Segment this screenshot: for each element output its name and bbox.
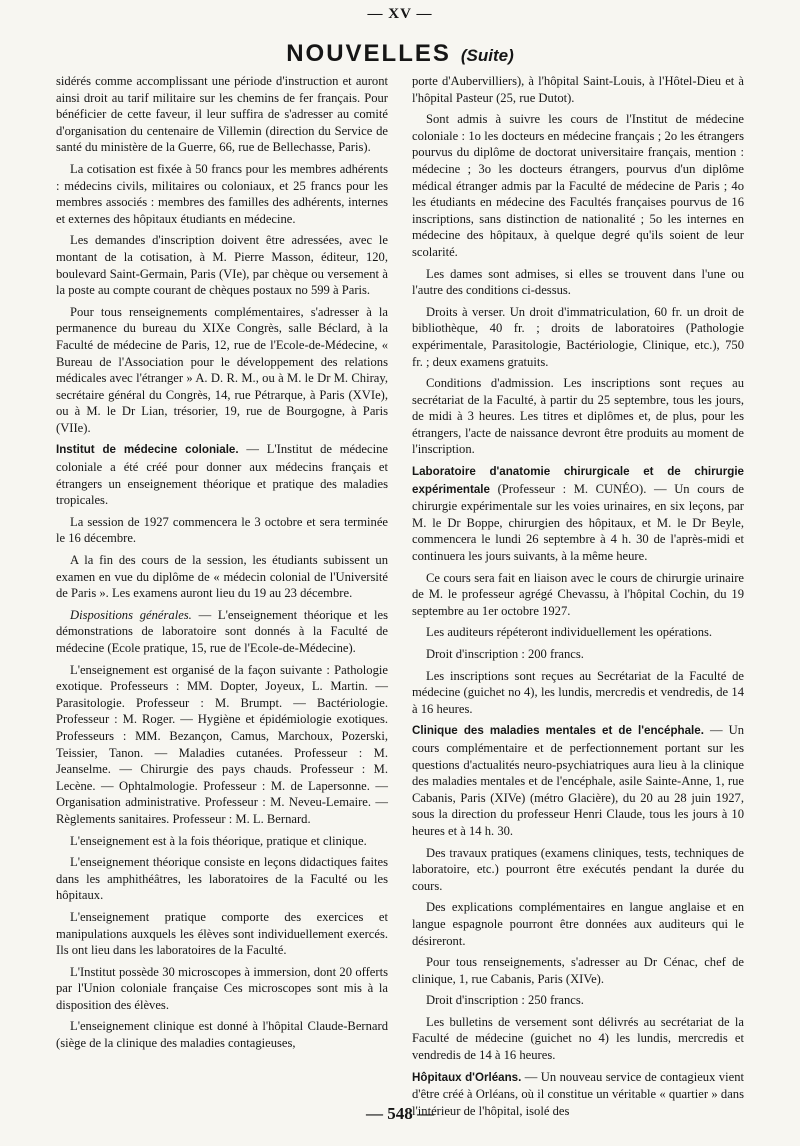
right-column (412, 73, 744, 1118)
paragraph: Pour tous renseignements complémentaires, s'adresser à la permanence du bureau du XIXe Congrès, salle Béclard, à la Faculté de médecine de Paris, 12, rue de l'Ecole-de-Médecine, « Bureau de l'Association pour le développement des relations médicales avec l'étranger » A. D. R. M., ou à M. le Dr M. Chiray, secrétaire général du Congrès, 14, rue Pétrarque, à Paris (XVIe), ou à M. le Dr Lian, trésorier, 19, rue de Bourgogne, à Paris (VIIe). (56, 304, 388, 435)
paragraph: Des explications complémentaires en langue anglaise et en langue espagnole pourront être données aux auditeurs qui le désireront. (412, 900, 744, 948)
paragraph: porte d'Aubervilliers), à l'hôpital Saint-Louis, à l'Hôtel-Dieu et à l'hôpital Pasteur (25, rue Dutot). (412, 74, 744, 105)
heading-laboratoire: Laboratoire d'anatomie chirurgicale et de chirurgie expérimentale (412, 465, 744, 496)
paragraph: L'enseignement pratique comporte des exercices et manipulations auxquels les élèves sont individuellement exercés. Ils ont lieu dans les laboratoires de la Faculté. (56, 909, 388, 958)
heading-dispositions: Dispositions générales. (70, 607, 192, 622)
paragraph: Les bulletins de versement sont délivrés au secrétariat de la Faculté de médecine (guichet no 4) les lundis, mercredis et vendredis de 14 à 16 heures. (412, 1014, 744, 1063)
paragraph: Les dames sont admises, si elles se trouvent dans l'une ou l'autre des conditions ci-dessus. (412, 266, 744, 298)
paragraph: A la fin des cours de la session, les étudiants subissent un examen en vue du diplôme de « médecin colonial de l'Université de Paris ». Les examens auront lieu du 19 au 23 décembre. (56, 553, 388, 601)
paragraph-text: — L'Institut de médecine coloniale a été créé pour donner aux médecins français et étrangers un enseignement théorique et pratique des maladies tropicales. (56, 442, 388, 508)
paragraph: La cotisation est fixée à 50 francs pour les membres adhérents : médecins civils, militaires ou coloniaux, et 25 francs pour les membres associés : membres des familles des adhérents, internes et externes des hôpitaux étudiants en médecine. (56, 161, 388, 226)
paragraph: Droit d'inscription : 200 francs. (426, 647, 584, 661)
paragraph-text: (Professeur : M. CUNÉO). — Un cours de chirurgie expérimentale sur les voies urinaires, en six leçons, par M. le Dr Boppe, chirurgien des hôpitaux, et M. le Dr Beyle, commencera le lundi 26 septembre à 4 h. 30 de l'après-midi et continuera les jours suivants, à la même heure. (412, 481, 744, 564)
paragraph-text: — Un cours complémentaire et de perfectionnement portant sur les questions d'actualités neuro-psychiatriques aura lieu à la clinique des maladies mentales et de l'encéphale, asile Sainte-Anne, 1, rue Cabanis, Paris (XIVe) (métro Glacière), du 20 au 28 juin 1927, sous la direction du professeur Henri Claude, tous les jours à 10 heures et à 14 h. 30. (412, 723, 744, 838)
paragraph: La session de 1927 commencera le 3 octobre et sera terminée le 16 décembre. (56, 514, 388, 546)
paragraph: L'Institut possède 30 microscopes à immersion, dont 20 offerts par l'Union coloniale française Ces microscopes sont mis à la disposition des élèves. (56, 964, 388, 1012)
paragraph: Pour tous renseignements, s'adresser au Dr Cénac, chef de clinique, 1, rue Cabanis, Paris (XIVe). (412, 955, 744, 986)
heading-clinique: Clinique des maladies mentales et de l'encéphale. (412, 724, 704, 738)
left-column (56, 73, 388, 1103)
paragraph: Ce cours sera fait en liaison avec le cours de chirurgie urinaire de M. le professeur agrégé Chevassu, à l'hôpital Cochin, du 19 septembre au 1er octobre 1927. (412, 570, 744, 618)
paragraph: L'enseignement est à la fois théorique, pratique et clinique. (70, 833, 367, 848)
paragraph-clinique (412, 722, 744, 839)
paragraph: L'enseignement clinique est donné à l'hôpital Claude-Bernard (siège de la clinique des maladies contagieuses, (56, 1019, 388, 1051)
paragraph: Droit d'inscription : 250 francs. (426, 993, 584, 1008)
title-suite: (Suite) (460, 46, 514, 65)
section-title (0, 40, 800, 68)
paragraph-institut (56, 441, 388, 508)
paragraph: Sont admis à suivre les cours de l'Institut de médecine coloniale : 1o les docteurs en médecine français ; 2o les étrangers pourvus du diplôme de doctorat universitaire français, mention : médecine ; 3o les docteurs étrangers, pourvus d'un diplôme médical étranger admis par la Faculté de médecine de Paris ; 4o les étudiants en médecine des Facultés françaises pourvus de 16 inscriptions, sans distinction de nationalité ; 5o les internes en médecine des hôpitaux, à quelque degré qu'ils soient de leur scolarité. (412, 112, 744, 259)
paragraph: Des travaux pratiques (examens cliniques, tests, techniques de laboratoire, etc.) pourront être exécutés pendant la durée du cours. (412, 845, 744, 893)
paragraph: L'enseignement est organisé de la façon suivante : Pathologie exotique. Professeurs : MM. Dopter, Joyeux, L. Martin. — Parasitologie. Professeur : M. Brumpt. — Bactériologie. Professeur : M. Roger. — Hygiène et épidémiologie exotiques. Professeurs : MM. Bezançon, Camus, Marchoux, Pozerski, Teissier, Tanon. — Maladies cutanées. Professeur : M. Jeanselme. — Chirurgie des pays chauds. Professeur : M. Lecène. — Ophtalmologie. Professeur : M. de Lapersonne. — Organisation administrative. Professeur : M. Neveu-Lemaire. — Règlements sanitaires. Professeur : M. L. Bernard. (56, 662, 388, 826)
paragraph: Les auditeurs répéteront individuellement les opérations. (426, 625, 713, 640)
page-number: — 548 — (366, 1104, 434, 1123)
roman-folio: — XV — (367, 6, 433, 22)
paragraph-dispositions (56, 607, 388, 657)
paragraph-text: — L'enseignement théorique et les démonstrations de laboratoire sont donnés à la Faculté de médecine (Ecole pratique, 15, rue de l'Ecole-de-Médecine). (56, 607, 388, 655)
title-main: NOUVELLES (286, 40, 451, 67)
paragraph: Conditions d'admission. Les inscriptions sont reçues au secrétariat de la Faculté, à partir du 25 septembre, tous les jours, de midi à 3 heures. Les titres et diplômes et, de plus, pour les étrangers, l'acte de naissance devront être produits au moment de l'inscription. (412, 376, 744, 457)
paragraph: Les demandes d'inscription doivent être adressées, avec le montant de la cotisation, à M. Pierre Masson, éditeur, 120, boulevard Saint-Germain, Paris (VIe), par chèque ou versement à la poste au compte courant de chèques postaux no 599 à Paris. (56, 233, 388, 298)
paragraph: Les inscriptions sont reçues au Secrétariat de la Faculté de médecine (guichet no 4), les lundis, mercredis et vendredis, de 14 à 16 heures. (412, 668, 744, 716)
heading-orleans: Hôpitaux d'Orléans. (412, 1070, 522, 1084)
paragraph-text: — Un nouveau service de contagieux vient d'être créé à Orléans, où il constitue un véritable « quartier » dans l'intérieur de l'hôpital, isolé des (412, 1069, 744, 1118)
paragraph: Droits à verser. Un droit d'immatriculation, 60 fr. un droit de bibliothèque, 40 fr. ; droits de laboratoires (Pathologie expérimentale, Parasitologie, Bactériologie, Clinique, etc.), 750 fr. ; deux examens gratuits. (412, 304, 744, 369)
paragraph: sidérés comme accomplissant une période d'instruction et auront ainsi droit au tarif militaire sur les chemins de fer français. Pour bénéficier de cette faveur, il leur suffira de s'adresser au comité d'organisation du centenaire de Villemin (direction du Service de santé du ministère de la Guerre, 66, rue de Bellechasse, Paris). (56, 74, 388, 155)
paragraph-laboratoire (412, 463, 744, 565)
heading-institut: Institut de médecine coloniale. (56, 443, 239, 457)
paragraph: L'enseignement théorique consiste en leçons didactiques faites dans les amphithéâtres, les laboratoires de la Faculté ou les hôpitaux. (56, 855, 388, 903)
